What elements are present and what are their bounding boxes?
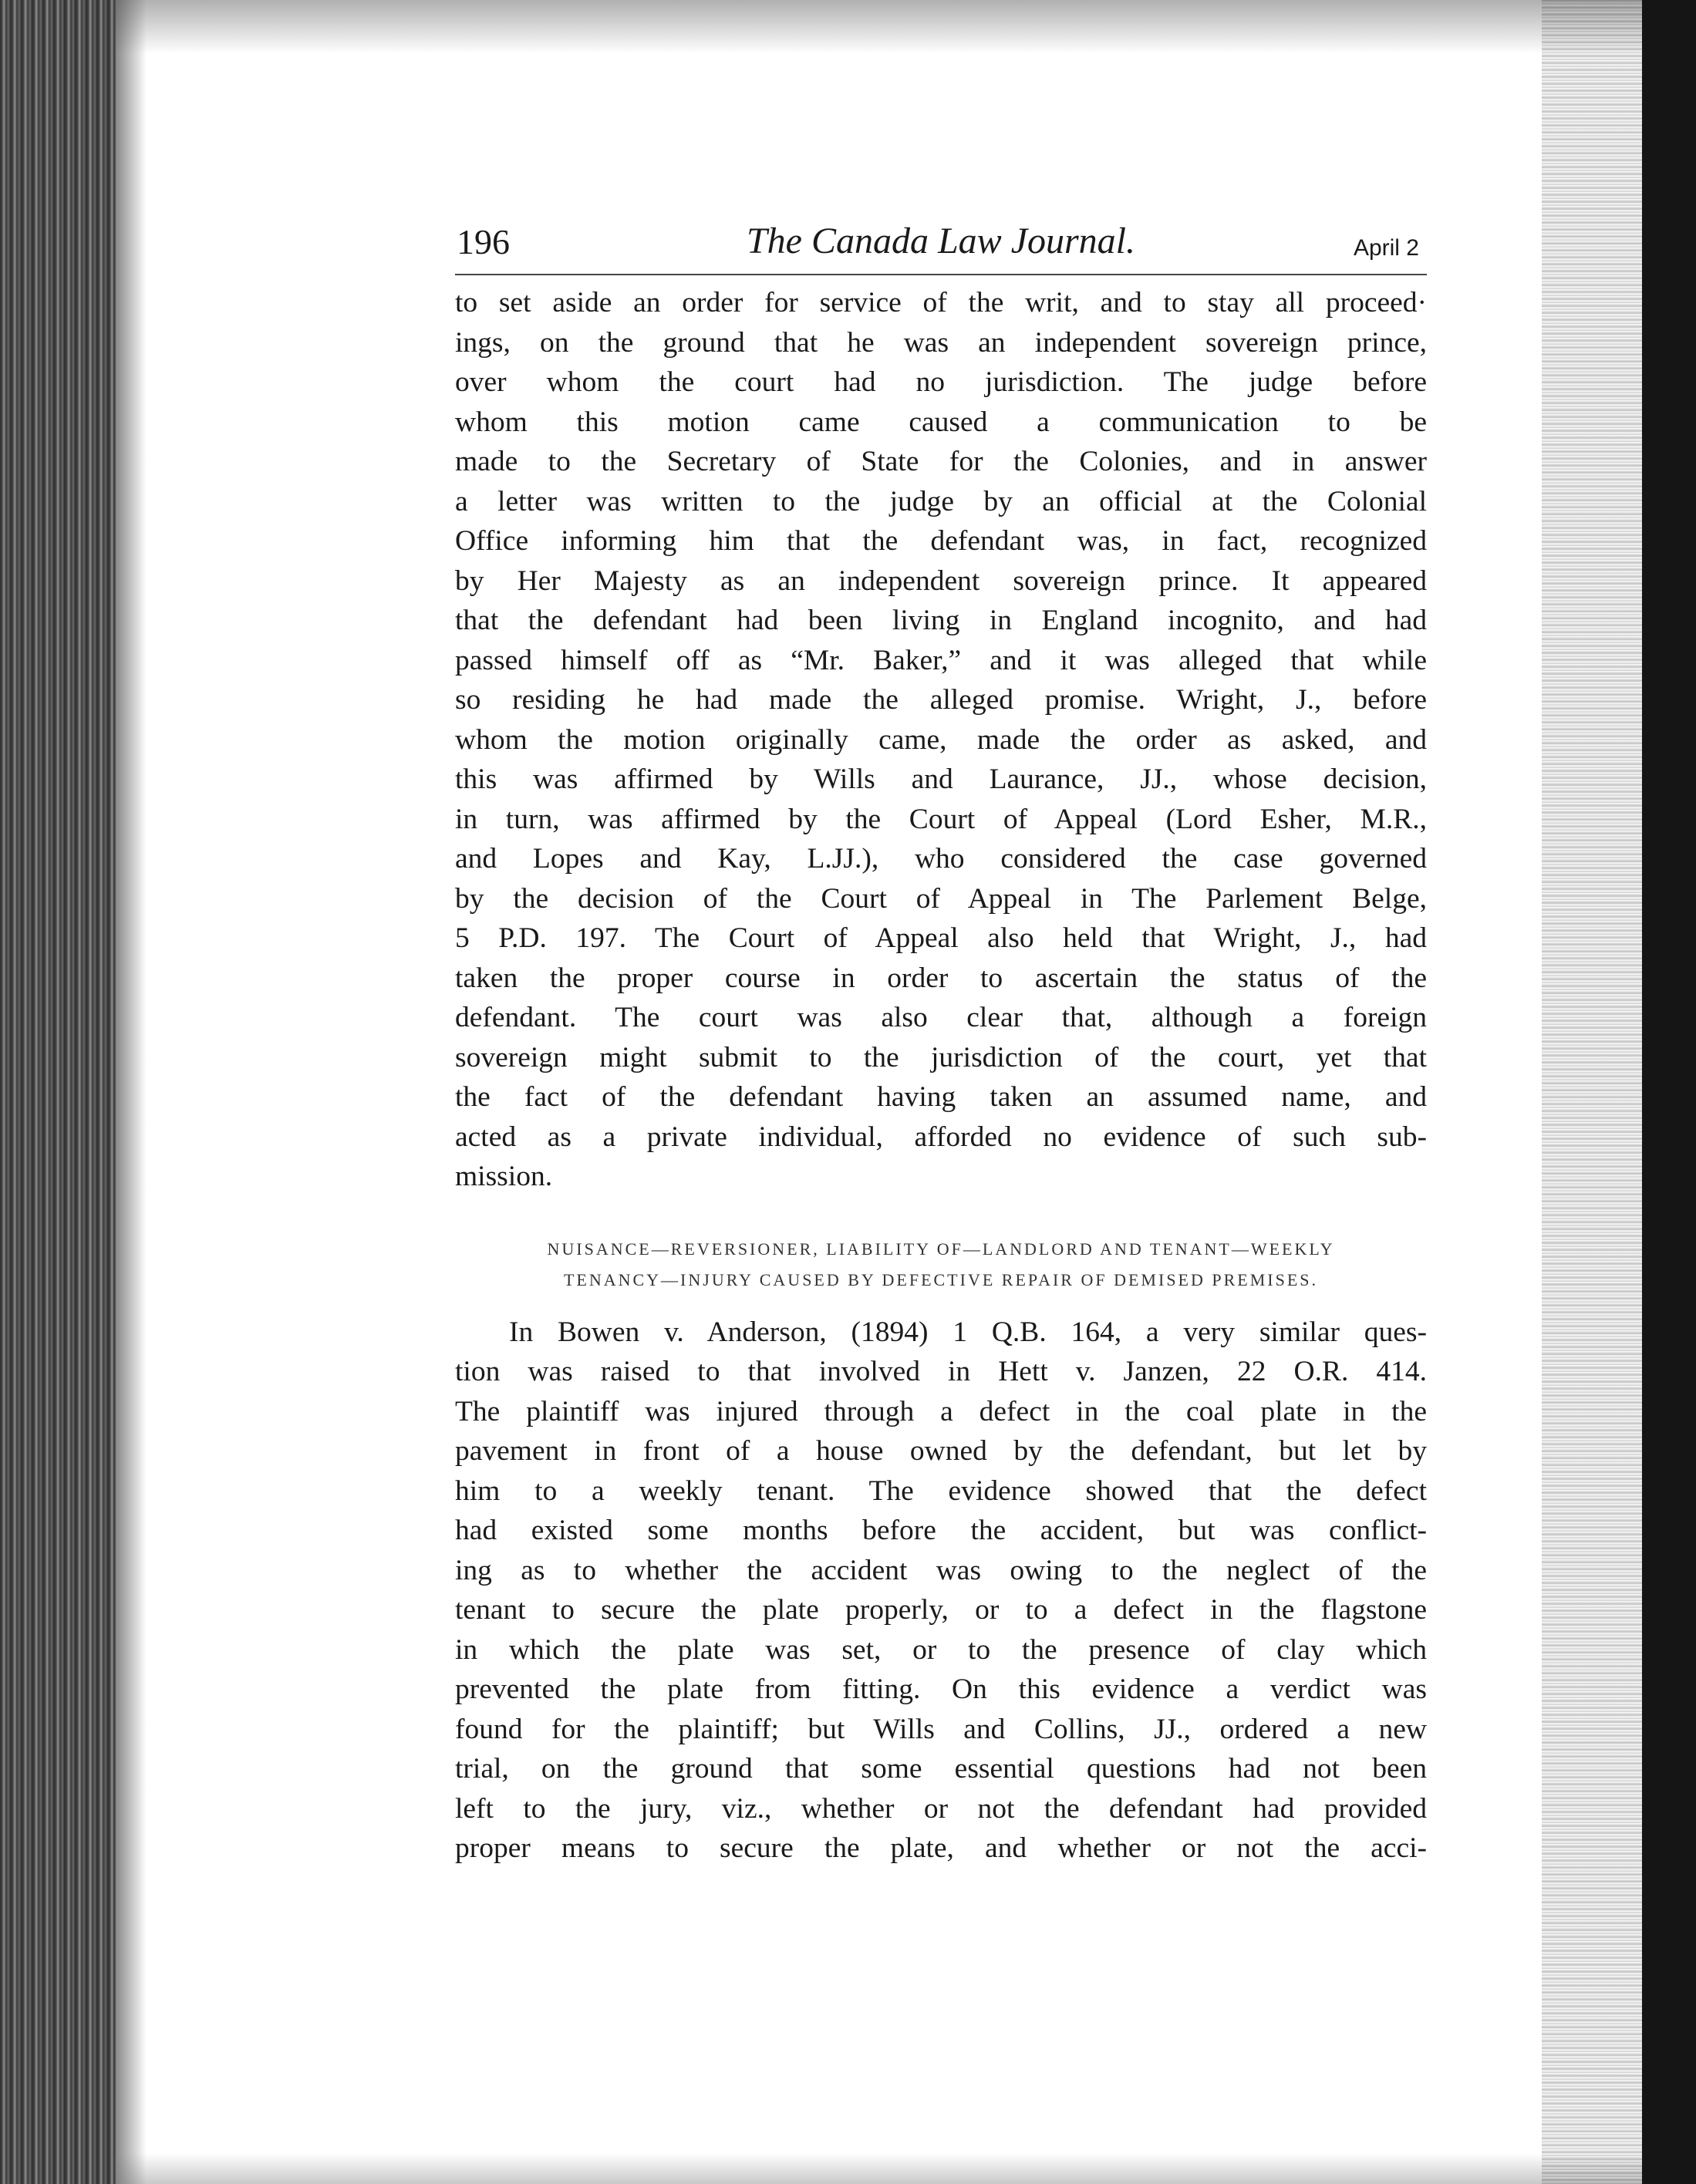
text-line: to set aside an order for service of the writ, and to stay all proceed· — [455, 287, 1427, 318]
text-line: mission. — [455, 1161, 553, 1192]
scan-bottom-shadow — [116, 2153, 1643, 2184]
text-line: Office informing him that the defendant was, in fact, recognized — [455, 525, 1427, 557]
text-line: 5 P.D. 197. The Court of Appeal also held that Wright, J., had — [455, 922, 1427, 954]
text-line: taken the proper course in order to ascertain the status of the — [455, 962, 1427, 994]
text-line: whom the motion originally came, made the order as asked, and — [455, 723, 1427, 756]
scan-left-shadow — [116, 0, 147, 2184]
text-line: prevented the plate from fitting. On this evidence a verdict was — [455, 1673, 1427, 1705]
text-line: passed himself off as “Mr. Baker,” and it was alleged that while — [455, 644, 1427, 676]
text-line: him to a weekly tenant. The evidence showed that the defect — [455, 1475, 1427, 1507]
text-line: pavement in front of a house owned by the defendant, but let by — [455, 1435, 1427, 1467]
paragraph-2 — [455, 1313, 1427, 1869]
page-date: April 2 — [1353, 235, 1419, 261]
section-heading — [455, 1234, 1427, 1296]
text-line: sovereign might submit to the jurisdiction of the court, yet that — [455, 1041, 1427, 1073]
text-line: acted as a private individual, afforded no evidence of such sub- — [455, 1121, 1427, 1153]
scan-left-edge — [0, 0, 116, 2184]
text-line: proper means to secure the plate, and whether or not the acci- — [455, 1832, 1427, 1864]
text-line: the fact of the defendant having taken an assumed name, and — [455, 1081, 1427, 1113]
text-line: and Lopes and Kay, L.JJ.), who considered the case governed — [455, 843, 1427, 875]
text-line: this was affirmed by Wills and Laurance, JJ., whose decision, — [455, 763, 1427, 795]
text-line: tenant to secure the plate properly, or to a defect in the flagstone — [455, 1594, 1427, 1626]
scan-right-edge — [1642, 0, 1696, 2184]
text-line: so residing he had made the alleged promise. Wright, J., before — [455, 684, 1427, 716]
text-line: by Her Majesty as an independent sovereign prince. It appeared — [455, 565, 1427, 597]
text-line: that the defendant had been living in England incognito, and had — [455, 605, 1427, 636]
text-line: In Bowen v. Anderson, (1894) 1 Q.B. 164, a very similar ques- — [509, 1316, 1427, 1348]
text-line: made to the Secretary of State for the Colonies, and in answer — [455, 446, 1427, 477]
text-line: whom this motion came caused a communication to be — [455, 406, 1427, 438]
text-line: left to the jury, viz., whether or not the defendant had provided — [455, 1792, 1427, 1825]
paragraph-1 — [455, 283, 1427, 1197]
text-line: trial, on the ground that some essential questions had not been — [455, 1753, 1427, 1785]
text-line: defendant. The court was also clear that, although a foreign — [455, 1002, 1427, 1033]
text-line: by the decision of the Court of Appeal in The Parlement Belge, — [455, 882, 1427, 915]
text-line: over whom the court had no jurisdiction. The judge before — [455, 366, 1427, 398]
text-line: The plaintiff was injured through a defect in the coal plate in the — [455, 1395, 1427, 1427]
section-heading-line: TENANCY—INJURY CAUSED BY DEFECTIVE REPAIR OF DEMISED PREMISES. — [563, 1269, 1319, 1289]
text-line: in which the plate was set, or to the presence of clay which — [455, 1633, 1427, 1666]
text-line: tion was raised to that involved in Hett v. Janzen, 22 O.R. 414. — [455, 1356, 1427, 1387]
scan-top-shadow — [116, 0, 1643, 54]
text-line: a letter was written to the judge by an official at the Colonial — [455, 485, 1427, 517]
section-heading-line: NUISANCE—REVERSIONER, LIABILITY OF—LANDLORD AND TENANT—WEEKLY — [547, 1239, 1335, 1259]
page-number: 196 — [457, 222, 510, 261]
text-line: ing as to whether the accident was owing to the neglect of the — [455, 1554, 1427, 1586]
scan-right-texture — [1542, 0, 1642, 2184]
text-line: in turn, was affirmed by the Court of Appeal (Lord Esher, M.R., — [455, 803, 1427, 835]
text-line: found for the plaintiff; but Wills and Collins, JJ., ordered a new — [455, 1713, 1427, 1745]
running-head — [455, 220, 1427, 275]
text-line: had existed some months before the accident, but was conflict- — [455, 1515, 1427, 1546]
text-line: ings, on the ground that he was an independent sovereign prince, — [455, 326, 1427, 359]
document-page — [455, 220, 1427, 1869]
journal-title: The Canada Law Journal. — [746, 221, 1136, 261]
